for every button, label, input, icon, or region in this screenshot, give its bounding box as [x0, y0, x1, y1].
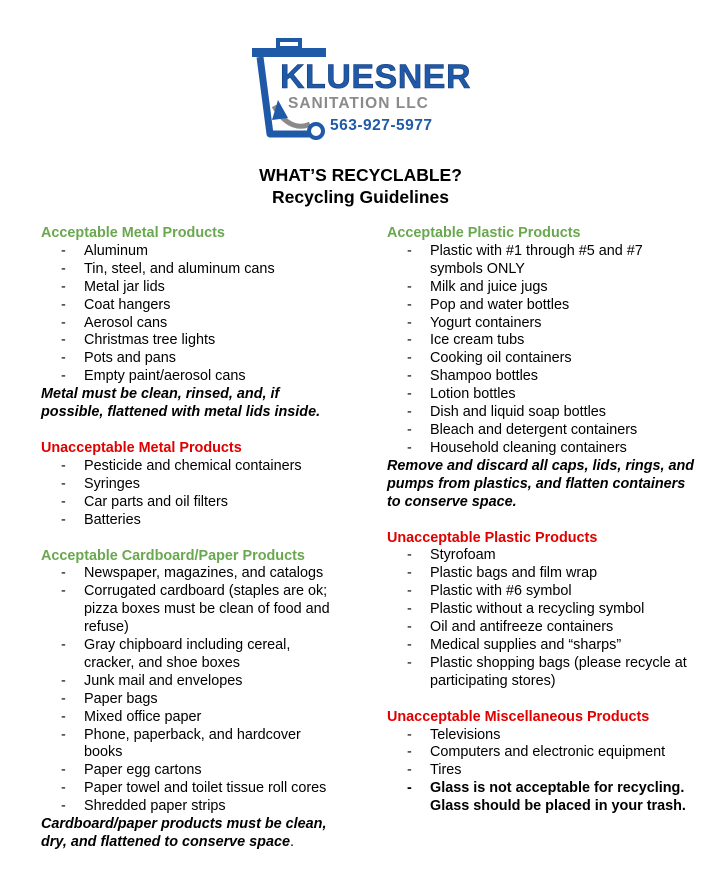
right-column: [387, 225, 697, 834]
list-item: - Metal jar lids: [41, 279, 341, 297]
list-item: - Newspaper, magazines, and catalogs: [41, 565, 341, 583]
acceptable-metal-section: [41, 225, 341, 422]
list-item: - Dish and liquid soap bottles: [387, 404, 697, 422]
list-item: - Cooking oil containers: [387, 350, 697, 368]
list-item: - Styrofoam: [387, 547, 697, 565]
section-title: Acceptable Plastic Products: [387, 225, 581, 241]
item-list: [41, 458, 341, 530]
list-item: - Pots and pans: [41, 350, 341, 368]
item-list: [387, 727, 697, 817]
list-item: - Junk mail and envelopes: [41, 673, 341, 691]
list-item: - Phone, paperback, and hardcover books: [41, 727, 341, 763]
list-item: - Christmas tree lights: [41, 332, 341, 350]
list-item: - Milk and juice jugs: [387, 279, 697, 297]
item-list: [387, 547, 697, 690]
list-item: - Plastic shopping bags (please recycle at participating stores): [387, 655, 697, 691]
list-item: - Corrugated cardboard (staples are ok; pizza boxes must be clean of food and refuse): [41, 583, 341, 637]
list-item: - Paper egg cartons: [41, 762, 341, 780]
logo-company-name: KLUESNER: [280, 58, 472, 96]
list-item: - Ice cream tubs: [387, 332, 697, 350]
company-logo: [248, 36, 488, 146]
section-note-text: Cardboard/paper products must be clean, dry, and flattened to conserve space: [41, 816, 327, 850]
section-note: Metal must be clean, rinsed, and, if possible, flattened with metal lids inside.: [41, 386, 321, 421]
list-item: - Empty paint/aerosol cans: [41, 368, 341, 386]
list-item: - Batteries: [41, 512, 341, 530]
list-item: - Yogurt containers: [387, 315, 697, 333]
list-item: - Aluminum: [41, 243, 341, 261]
acceptable-plastic-section: [387, 225, 697, 512]
list-item: - Tires: [387, 762, 697, 780]
unacceptable-plastic-section: [387, 530, 697, 691]
page-subtitle: Recycling Guidelines: [272, 187, 449, 207]
acceptable-paper-section: [41, 548, 341, 852]
section-title: Unacceptable Metal Products: [41, 439, 242, 456]
list-item: - Paper bags: [41, 691, 341, 709]
item-list: [41, 243, 341, 386]
list-item: - Lotion bottles: [387, 386, 697, 404]
list-item: - Televisions: [387, 727, 697, 745]
list-item: - Pesticide and chemical containers: [41, 458, 341, 476]
section-title: Unacceptable Miscellaneous Products: [387, 708, 650, 725]
list-item: - Bleach and detergent containers: [387, 422, 697, 440]
page-title: WHAT’S RECYCLABLE?: [259, 165, 462, 185]
list-item: - Plastic without a recycling symbol: [387, 601, 697, 619]
list-item: - Mixed office paper: [41, 709, 341, 727]
section-note-period: .: [289, 834, 294, 850]
unacceptable-misc-section: [387, 709, 697, 816]
page-header: [0, 164, 721, 208]
list-item: - Oil and antifreeze containers: [387, 619, 697, 637]
section-title: Unacceptable Plastic Products: [387, 529, 598, 546]
list-item: - Pop and water bottles: [387, 297, 697, 315]
list-item: - Syringes: [41, 476, 341, 494]
list-item: - Coat hangers: [41, 297, 341, 315]
list-item: - Plastic bags and film wrap: [387, 565, 697, 583]
list-item: - Shampoo bottles: [387, 368, 697, 386]
list-item: - Car parts and oil filters: [41, 494, 341, 512]
item-list: [41, 565, 341, 816]
list-item: - Household cleaning containers: [387, 440, 697, 458]
list-item: - Gray chipboard including cereal, cracker, and shoe boxes: [41, 637, 341, 673]
section-note: [41, 816, 341, 852]
list-item: - Aerosol cans: [41, 315, 341, 333]
list-item: - Shredded paper strips: [41, 798, 341, 816]
list-item: - Tin, steel, and aluminum cans: [41, 261, 341, 279]
section-title: Acceptable Metal Products: [41, 225, 225, 241]
list-item: - Plastic with #6 symbol: [387, 583, 697, 601]
list-item: - Paper towel and toilet tissue roll cores: [41, 780, 341, 798]
section-title: Acceptable Cardboard/Paper Products: [41, 547, 305, 564]
list-item-glass-warning: - Glass is not acceptable for recycling. Glass should be placed in your trash.: [387, 780, 697, 816]
logo-phone-number: 563-927-5977: [330, 117, 433, 134]
list-item: - Plastic with #1 through #5 and #7 symbols ONLY: [387, 243, 697, 279]
unacceptable-metal-section: [41, 440, 341, 530]
list-item: - Medical supplies and “sharps”: [387, 637, 697, 655]
section-note: Remove and discard all caps, lids, rings, and pumps from plastics, and flatten containers to conserve space.: [387, 457, 695, 510]
logo-company-subtitle: SANITATION LLC: [288, 95, 429, 112]
left-column: [41, 225, 341, 870]
item-list: [387, 243, 697, 458]
list-item: - Computers and electronic equipment: [387, 744, 697, 762]
